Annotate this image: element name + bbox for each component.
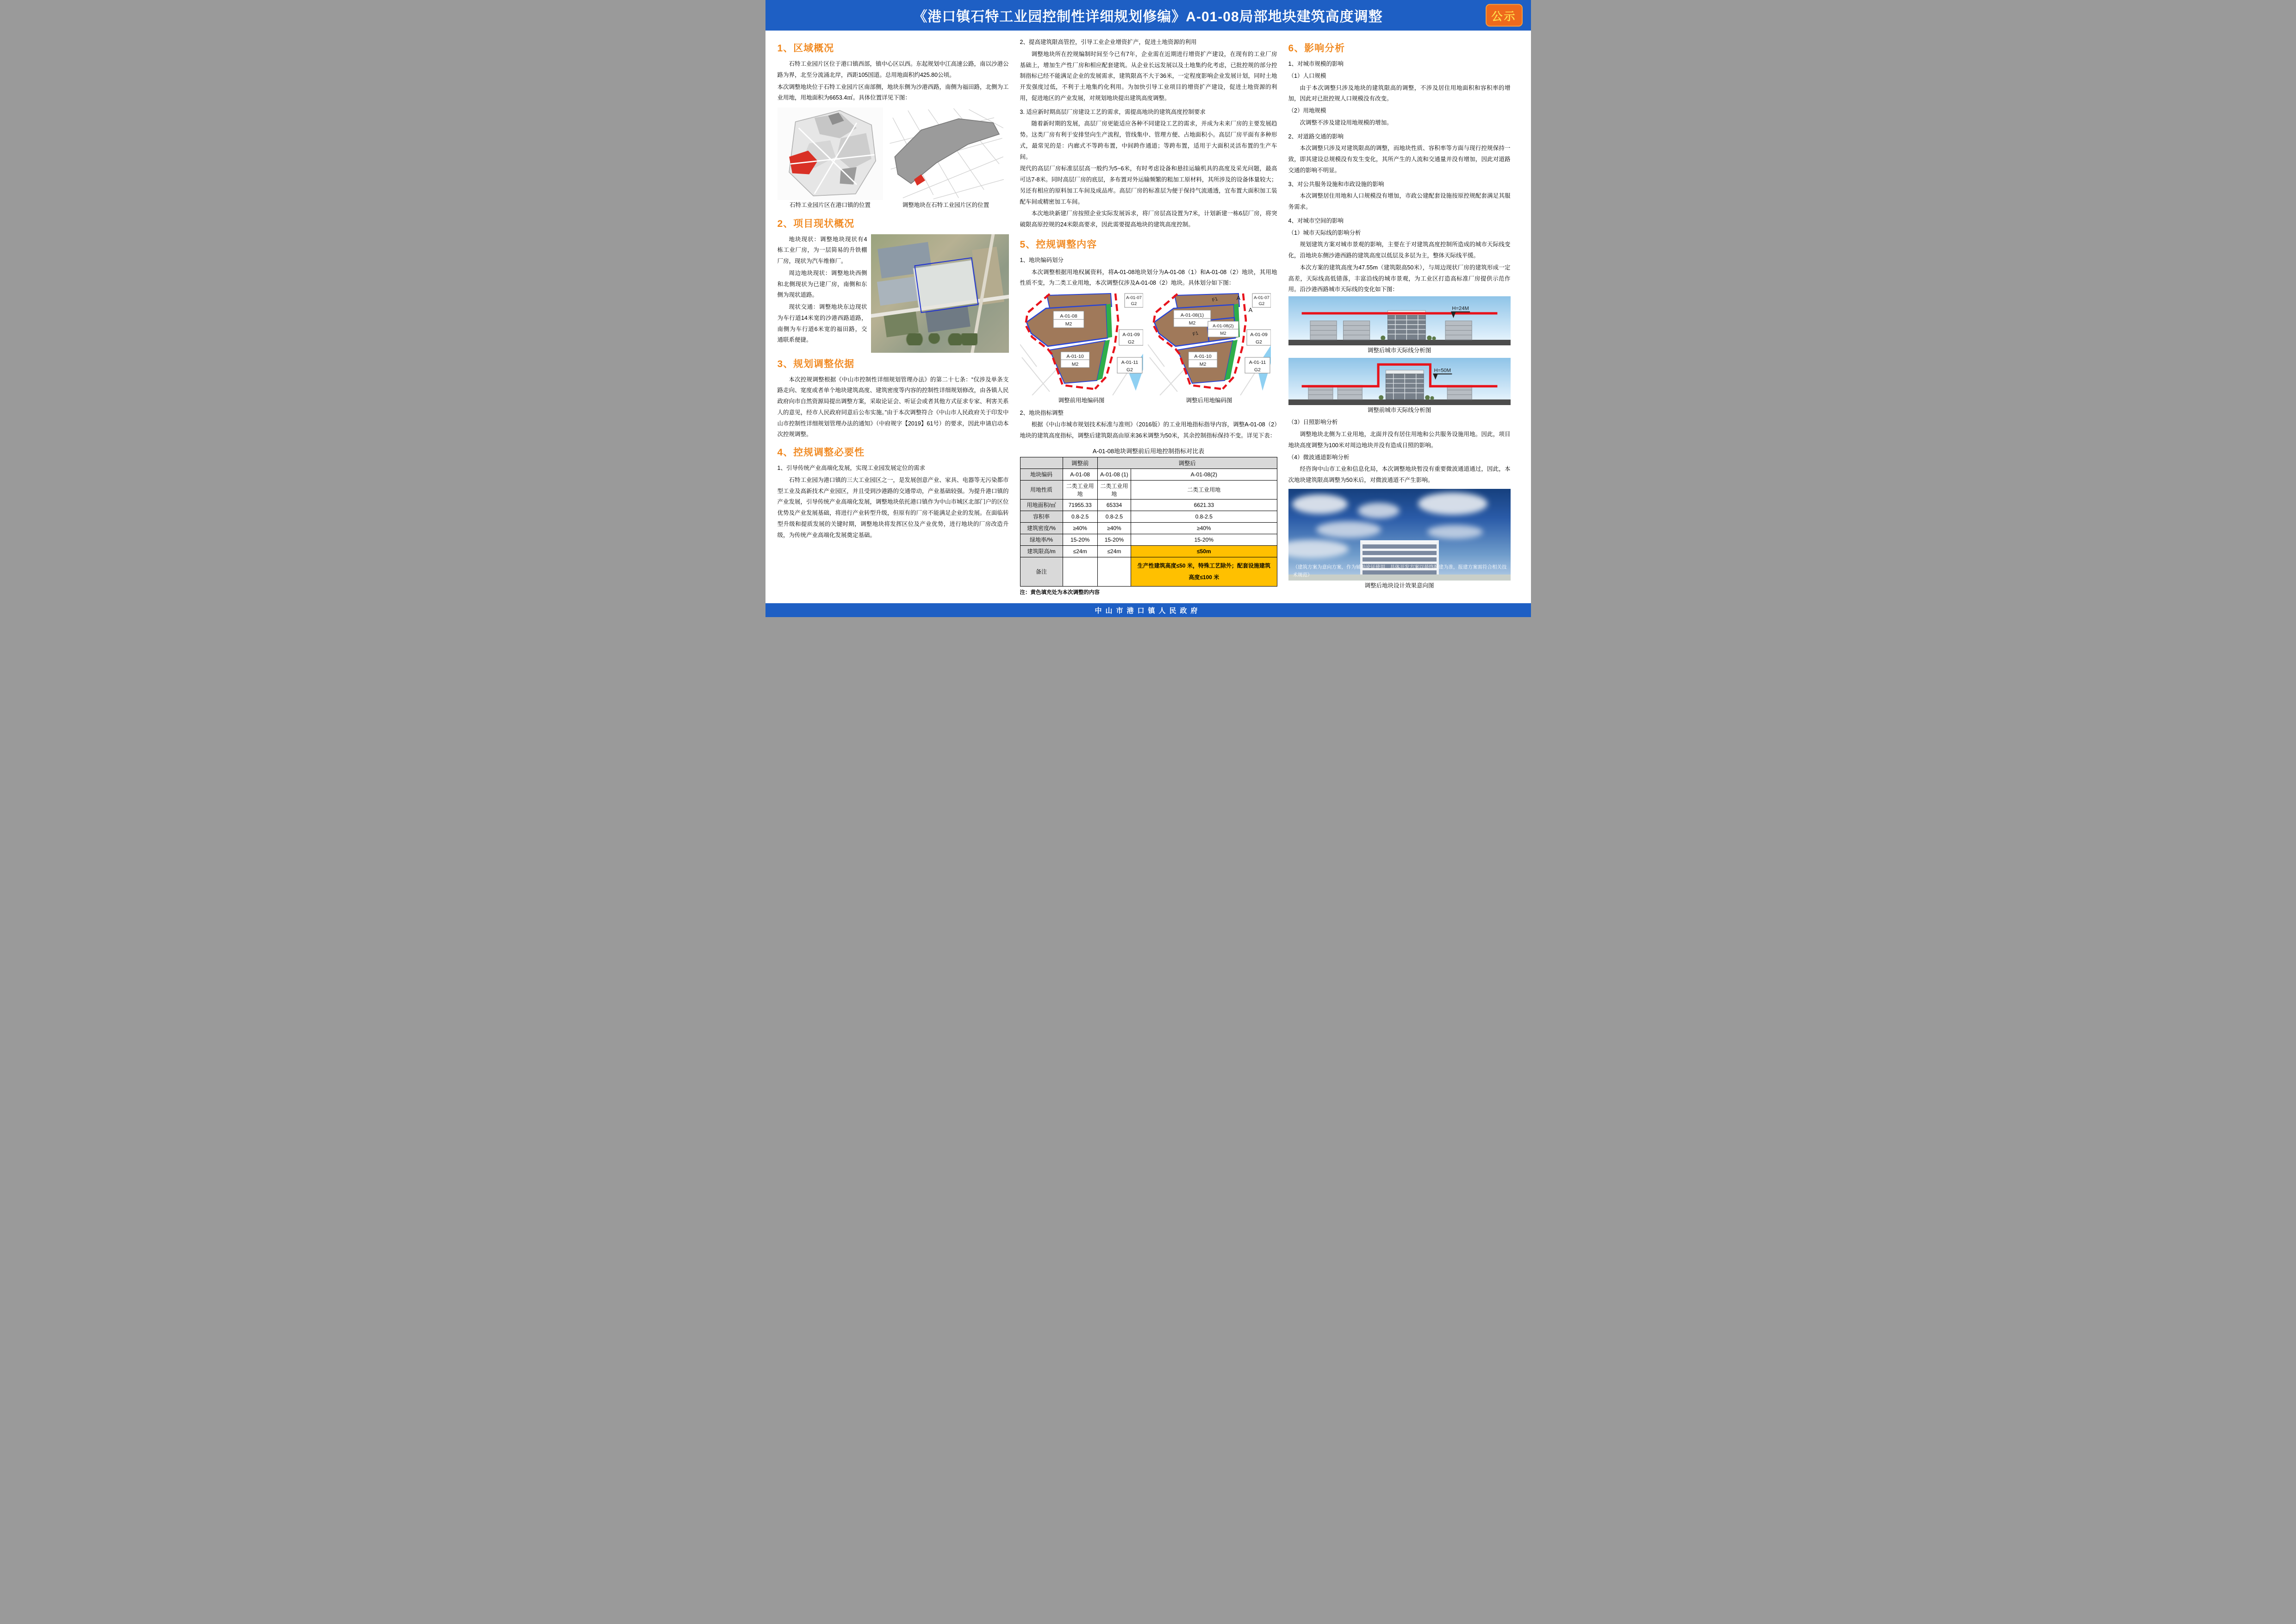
parcel-label: A-01-11 [1121,360,1138,365]
impact4a-paragraph: 规划建筑方案对城市景观的影响，主要在于对建筑高度控制所造成的城市天际线变化，沿地块东侧沙港西路的建筑高度以低层及多层为主，整体天际线平缓。 [1288,241,1511,259]
impact2-paragraph: 本次调整只涉及对建筑限高的调整，而地块性质、容积率等方面与现行控规保持一致，即其建设总规模没有发生变化，其所产生的人流和交通量并没有增加，因此对道路交通的影响不明显。 [1288,145,1511,174]
impact3-paragraph: 本次调整居住用地和人口规模没有增加，市政公建配套设施按原控规配套满足其服务需求。 [1288,193,1511,210]
section5-heading: 5、控规调整内容 [1020,239,1097,250]
section1-paragraph: 石特工业园片区位于港口镇西部，镇中心区以西。东起规划中江高速公路，南以沙港公路为界，北至分流涌北岸，西距105国道。总用地面积约425.80公顷。 [777,61,1009,78]
design-rendering-image [1288,489,1511,581]
necessity3-paragraph: 现代的高层厂房标准层层高一般约为5~6米，有时考虑设备和悬挂运输机具的高度及采光问题，最高可达7-8米。同时高层厂房的底层，多布置对外运输频繁的粗加工原材料，其所涉及的设备体量较大；另还有相应的原料加工车间及成品库。高层厂房的标准层为便于保持气流通透，宜布置大面积加工装配车间或精密加工车间。 [1020,165,1277,205]
town-locator-map-graphic [778,107,883,200]
parcel-label: M2 [1065,321,1072,327]
section2-text [778,234,867,353]
map-caption: 调整后用地编码图 [1186,397,1232,404]
parcel-label: A-01-07 [1126,295,1142,300]
title-banner [765,0,1531,31]
parcel-label: A-01-10 [1194,354,1212,359]
impact4d-paragraph: 经咨询中山市工业和信息化局，本次调整地块暂没有重要微波通道通过，因此，本次地块建筑限高调整为50米后，对微波通道不产生影响。 [1288,466,1511,484]
section2-body [778,234,1009,353]
parcel-label: M2 [1220,331,1226,336]
poster-page [765,0,1531,617]
impact1b-subheading: （2）用地规模 [1288,107,1326,114]
parcel-label: M2 [1199,362,1206,367]
section1-heading: 1、区域概况 [777,43,834,54]
table-note: 注：黄色填充处为本次调整的内容 [1020,590,1100,596]
impact2-subheading: 2、对道路交通的影响 [1288,133,1344,140]
impact3-subheading: 3、对公共服务设施和市政设施的影响 [1288,181,1384,187]
skyline-caption-1: 调整后城市天际线分析图 [1367,347,1431,354]
parcel-label: A-01-09 [1122,332,1140,337]
parcel-label: G2 [1255,339,1262,345]
column-left [778,37,1009,596]
parcel-label: G2 [1254,367,1261,373]
necessity2-paragraph: 调整地块所在控规编制时间至今已有7年，企业需在近期进行增资扩产建设，在现有的工业厂房基础上，增加生产性厂房和相应配套建筑。从企业长远发展以及土地集约化考虑，已批控规的部分控制指标已经不能满足企业的发展需求，建筑限高不大于36米，一定程度影响企业发展计划，同时土地开发强度过低，不利于土地集约化利用。为加快引导工业项目的增资扩产建设，促进土地资源的利用，促进地区的产业发展，对规划地块提出建筑高度调整。 [1020,50,1277,101]
parcel-label: A-01-10 [1066,354,1084,359]
landuse-map-after [1148,293,1271,408]
map-caption: 调整地块在石特工业园片区的位置 [902,202,989,208]
site-aerial-photo [871,234,1009,353]
section5-subheading: 1、地块编码划分 [1020,256,1064,263]
skyline-caption-2: 调整前城市天际线分析图 [1367,406,1431,413]
necessity2-subheading: 2、提高建筑限高管控，引导工业企业增资扩产，促进土地资源的利用 [1020,39,1197,45]
map-caption: 石特工业园片区在港口镇的位置 [789,202,871,208]
parcel-label: G2 [1131,301,1137,306]
parcel-label: M2 [1188,320,1195,326]
height-label-24m: H=24M [1451,306,1469,312]
section4-subheading: 1、引导传统产业高端化发展，实现工业园发展定位的需求 [777,465,925,471]
parcel-label: A-01-11 [1249,360,1266,365]
code-maps-row [1020,293,1277,408]
content-area [765,31,1531,601]
landuse-map-before-graphic [1020,293,1143,395]
section2-paragraph: 周边地块现状：调整地块西侧和北侧现状为已建厂房，南侧和东侧为现状道路。 [777,269,867,299]
table-row: 容积率 0.8-2.5 0.8-2.5 0.8-2.5 [1020,511,1277,522]
section-mark-a: A [1236,294,1240,301]
impact1-subheading: 1、对城市规模的影响 [1288,61,1344,67]
footer-bar [765,603,1531,617]
skyline-figure-1 [1288,296,1511,358]
road-label-f1: F1 [1211,296,1219,303]
section-mark-a: A [1248,306,1252,313]
town-locator-map [778,107,883,212]
parcel-label: A-01-08(2) [1212,324,1234,329]
table-row: 备注 生产性建筑高度≤50 米，特殊工艺除外；配套设施建筑高度≤100 米 [1020,557,1277,586]
impact4c-subheading: （3）日照影响分析 [1288,419,1338,426]
section2-heading: 2、项目现状概况 [777,218,855,229]
section3-paragraph: 本次控规调整根据《中山市控制性详细规划管理办法》的第二十七条：“仅涉及单条支路走向、宽度或者单个地块建筑高度、建筑密度等内容的控制性详细规划修改，由各镇人民政府向市自然资源局提出调整方案，采取论证会、听证会或者其他方式征求专家、利害关系人的意见，经市人民政府同意后公布实施。”由于本次调整符合《中山市人民政府关于印发中山市控制性详细规划管理办法的通知》（中府规字【2019】61号）的要求，因此申请启动本次控规调整。 [777,376,1009,438]
parcel-label: G2 [1127,339,1134,345]
table-row: 建筑密度/% ≥40% ≥40% ≥40% [1020,522,1277,534]
column-right [1288,37,1511,596]
page-title: 《港口镇石特工业园控制性详细规划修编》A-01-08局部地块建筑高度调整 [913,9,1383,25]
section2-paragraph: 地块现状：调整地块现状有4栋工业厂房，为一层简易的升铁棚厂房，现状为汽车维修厂。 [777,236,867,264]
impact4c-paragraph: 调整地块北侧为工业用地，北面并没有居住用地和公共服务设施用地。因此，项目地块高度调整为100米对周边地块并没有造成日照的影响。 [1288,431,1511,449]
table-row: 地块编码 A-01-08 A-01-08 (1) A-01-08(2) [1020,468,1277,480]
impact4a-subheading: （1）城市天际线的影响分析 [1288,229,1361,236]
footer-text: 中山市港口镇人民政府 [1095,606,1201,615]
parcel-label: A-01-08 [1059,313,1077,319]
section5-paragraph2: 根据《中山市城市规划技术标准与准则》（2016版）的工业用地指标指导内容，调整A-01-08（2）地块的建筑高度指标，调整后建筑限高由原来36米调整为50米，其余控制指标保持不变。详见下表： [1020,421,1277,439]
park-locator-map-graphic [888,107,1004,200]
park-locator-map [888,107,1004,212]
section5-subheading2: 2、地块指标调整 [1020,409,1064,416]
parcel-label: G2 [1126,367,1133,373]
table-header-row: 调整前 调整后 [1020,457,1277,468]
road-label-f1: F1 [1192,330,1199,337]
table-row: 用地面积/㎡ 71955.33 65334 6621.33 [1020,499,1277,511]
parcel-label: M2 [1071,362,1078,367]
impact4d-subheading: （4）微波通道影响分析 [1288,454,1350,461]
rendering-caption: 调整后地块设计效果意向图 [1364,582,1434,589]
table-row: 绿地率/% 15-20% 15-20% 15-20% [1020,534,1277,545]
section5-paragraph: 本次调整根据用地权属资料，将A-01-08地块划分为A-01-08（1）和A-01-08（2）地块，其用地性质不变，为二类工业用地，本次调整仅涉及A-01-08（2）地块。具体划分如下图： [1020,269,1277,287]
section6-heading: 6、影响分析 [1288,43,1345,54]
parcel-label: G2 [1258,301,1264,306]
locator-maps-row [778,107,1009,212]
impact1b-paragraph: 次调整不涉及建设用地规模的增加。 [1300,119,1393,126]
map-caption: 调整前用地编码图 [1058,397,1105,404]
table-row: 建筑限高/m ≤24m ≤24m ≤50m [1020,545,1277,557]
impact1a-subheading: （1）人口规模 [1288,72,1326,79]
landuse-map-before [1020,293,1143,408]
height-label-50m: H=50M [1434,368,1451,374]
impact4-subheading: 4、对城市空间的影响 [1288,217,1344,224]
section4-paragraph: 石特工业园为港口镇的三大工业园区之一，是发展创意产业、家具、电器等无污染都市型工业及高新技术产业园区，并且受到沙港路的交通带动，产业基础较强。为提升港口镇的产业发展，引导传统产业高端化发展，调整地块依托港口镇作为中山市城区北部门户的区位优势及产业发展基础，将进行产业转型升级，但原有的厂房不能满足企业的发展。在面临转型升级和提质发展的关键时期，调整地块将发挥区位及产业优势，进行地块的厂房改造升级，为传统产业高端化发展奠定基础。 [777,476,1009,538]
parcel-label: A-01-07 [1253,295,1269,300]
section3-heading: 3、规划调整依据 [777,358,855,369]
necessity3-subheading: 3. 适应新时期高层厂房建设工艺的需求，需提高地块的建筑高度控制要求 [1020,108,1206,115]
table-row: 用地性质 二类工业用地 二类工业用地 二类工业用地 [1020,480,1277,499]
skyline-graphic-1 [1288,296,1511,345]
parcel-label: A-01-08(1) [1180,312,1204,318]
skyline-figure-2 [1288,358,1511,418]
impact1a-paragraph: 由于本次调整只涉及地块的建筑限高的调整，不涉及居住用地面积和容积率的增加，因此对已批控规人口规模没有改变。 [1288,84,1511,102]
table-title: A-01-08地块调整前后用地控制指标对比表 [1092,447,1205,455]
indicator-table [1020,457,1277,587]
section4-heading: 4、控规调整必要性 [777,447,865,458]
necessity3-paragraph: 随着新时期的发展，高层厂房更能适应各种不同建设工艺的需求，并成为未来厂房的主要发展趋势。这类厂房有利于安排竖向生产流程，管线集中、管理方便、占地面积小。高层厂房平面有多种形式，最常见的是：内廊式不等跨布置，中间跨作通道；等跨布置，适用于大面积灵活布置的生产车间。 [1020,120,1277,160]
landuse-map-after-graphic [1148,293,1271,395]
column-middle [1020,37,1277,596]
necessity3-paragraph: 本次地块新建厂房按照企业实际发展诉求，将厂房层高设置为7米，计划新建一栋6层厂房，将突破限高原控规的24米限高要求，因此需要提高地块的建筑高度控制。 [1020,210,1277,228]
section2-paragraph: 现状交通：调整地块东边现状为车行道14米宽的沙港西路道路，南侧为车行道6米宽的福田路，交通联系便捷。 [777,304,867,344]
rendering-note: （建筑方案为意向方案，作为辅助论证使用，具体开发方案以最终报建为准，报建方案需符合相关技术规范） [1293,564,1507,578]
section1-paragraph: 本次调整地块位于石特工业园片区南部侧，地块东侧为沙港西路，南侧为福田路，北侧为工业用地，用地面积为6653.4㎡。具体位置详见下图： [777,83,1009,101]
impact4a-paragraph: 本次方案的建筑高度为47.55m（建筑限高50米），与周边现状厂房的建筑形成一定高差，天际线高低错落，丰富沿线的城市景观，为工业区打造高标准厂房提供示范作用。沿沙港西路城市天际线的变化如下图： [1288,264,1511,293]
public-notice-badge: 公示 [1486,4,1523,27]
skyline-graphic-2 [1288,358,1511,405]
parcel-label: A-01-09 [1250,332,1268,337]
